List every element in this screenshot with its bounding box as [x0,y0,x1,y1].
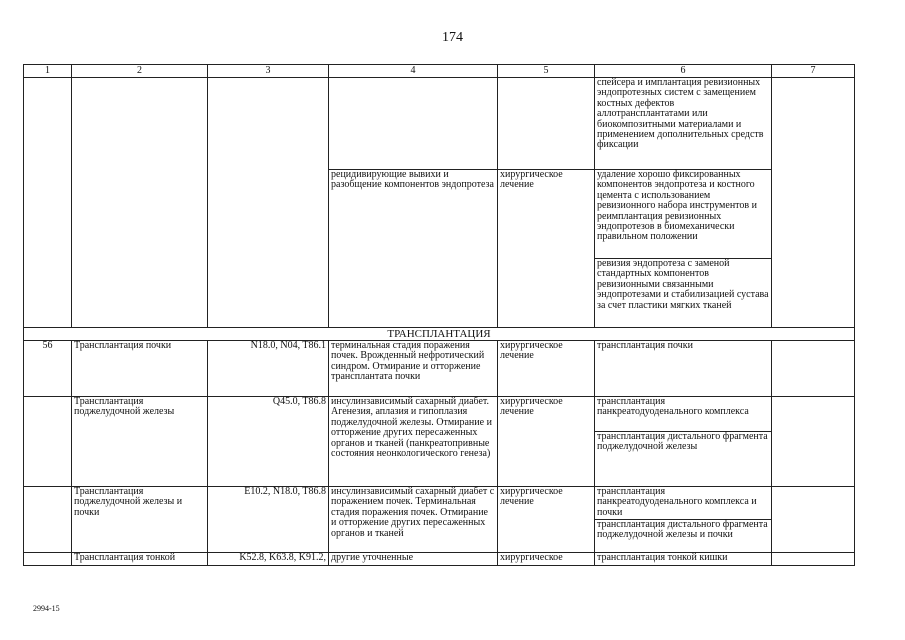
header-cell: 3 [208,65,329,78]
method-cell: спейсера и имплантация ревизионных эндопротезных систем с замещением костных дефектов аллотрансплантатами или биокомпозитными материалами и применением дополнительных средств фиксации [595,78,772,170]
header-cell: 5 [498,65,595,78]
page-number: 174 [442,30,463,45]
document-code: 2994-15 [33,604,60,613]
treatment-cell: хирургическое лечение [498,487,595,553]
method-cell [595,397,772,487]
codes-cell [208,170,329,328]
treatment-cell: хирургическое лечение [498,341,595,397]
name-cell: Трансплантация поджелудочной железы и почки [72,487,208,553]
diagnosis-cell: инсулинзависимый сахарный диабет с поражением почек. Терминальная стадия поражения почек. Отмирание и отторжение других пересаженных органов и тканей [329,487,498,553]
notes-cell [772,78,855,170]
treatment-cell [498,78,595,170]
method-cell: трансплантация почки [595,341,772,397]
codes-cell: N18.0, N04, T86.1 [208,341,329,397]
method-item: трансплантация дистального фрагмента поджелудочной железы и почки [595,519,771,541]
name-cell [72,78,208,170]
method-item: удаление хорошо фиксированных компонентов эндопротеза и костного цемента с использованием ревизионного набора инструментов и реимплантация ревизионных эндопротезов в биомеханически правильном положении [597,169,757,243]
table-row [24,170,855,328]
diagnosis-cell: другие уточненные [329,553,498,566]
method-cell [595,170,772,328]
number-cell [24,397,72,487]
name-cell [72,170,208,328]
column-number-header-row [24,65,855,78]
method-cell [595,487,772,553]
treatment-cell: хирургическое лечение [498,397,595,487]
notes-cell [772,341,855,397]
header-cell: 1 [24,65,72,78]
diagnosis-cell [329,78,498,170]
diagnosis-cell: инсулинзависимый сахарный диабет. Агенезия, аплазия и гипоплазия поджелудочной железы. Отмирание и отторжение других пересаженных органов и тканей (панкреатопривные состояния неонкологического генеза) [329,397,498,487]
header-cell: 2 [72,65,208,78]
notes-cell [772,487,855,553]
table-row [24,553,855,566]
number-cell: 56 [24,341,72,397]
name-cell: Трансплантация тонкой [72,553,208,566]
number-cell [24,78,72,170]
table-row [24,397,855,487]
codes-cell: E10.2, N18.0, T86.8 [208,487,329,553]
table-row [24,341,855,397]
number-cell [24,487,72,553]
header-cell: 7 [772,65,855,78]
section-row [24,328,855,341]
header-cell: 4 [329,65,498,78]
section-title: ТРАНСПЛАНТАЦИЯ [24,328,855,341]
table-row [24,487,855,553]
method-item: трансплантация панкреатодуоденального комплекса и почки [597,486,757,518]
method-item: трансплантация панкреатодуоденального комплекса [597,396,749,418]
diagnosis-cell: рецидивирующие вывихи и разобщение компонентов эндопротеза [329,170,498,328]
medical-care-table [23,64,855,566]
number-cell [24,553,72,566]
header-cell: 6 [595,65,772,78]
name-cell: Трансплантация почки [72,341,208,397]
codes-cell: K52.8, K63.8, K91.2, [208,553,329,566]
method-cell: трансплантация тонкой кишки [595,553,772,566]
notes-cell [772,397,855,487]
table-row [24,78,855,170]
name-cell: Трансплантация поджелудочной железы [72,397,208,487]
codes-cell: Q45.0, T86.8 [208,397,329,487]
number-cell [24,170,72,328]
notes-cell [772,170,855,328]
notes-cell [772,553,855,566]
method-item: трансплантация дистального фрагмента поджелудочной железы [595,431,771,453]
method-item: ревизия эндопротеза с заменой стандартных компонентов ревизионными связанными эндопротезами и стабилизацией сустава за счет пластики мягких тканей [595,258,771,311]
treatment-cell: хирургическое лечение [498,170,595,328]
diagnosis-cell: терминальная стадия поражения почек. Врожденный нефротический синдром. Отмирание и отторжение трансплантата почки [329,341,498,397]
codes-cell [208,78,329,170]
treatment-cell: хирургическое [498,553,595,566]
